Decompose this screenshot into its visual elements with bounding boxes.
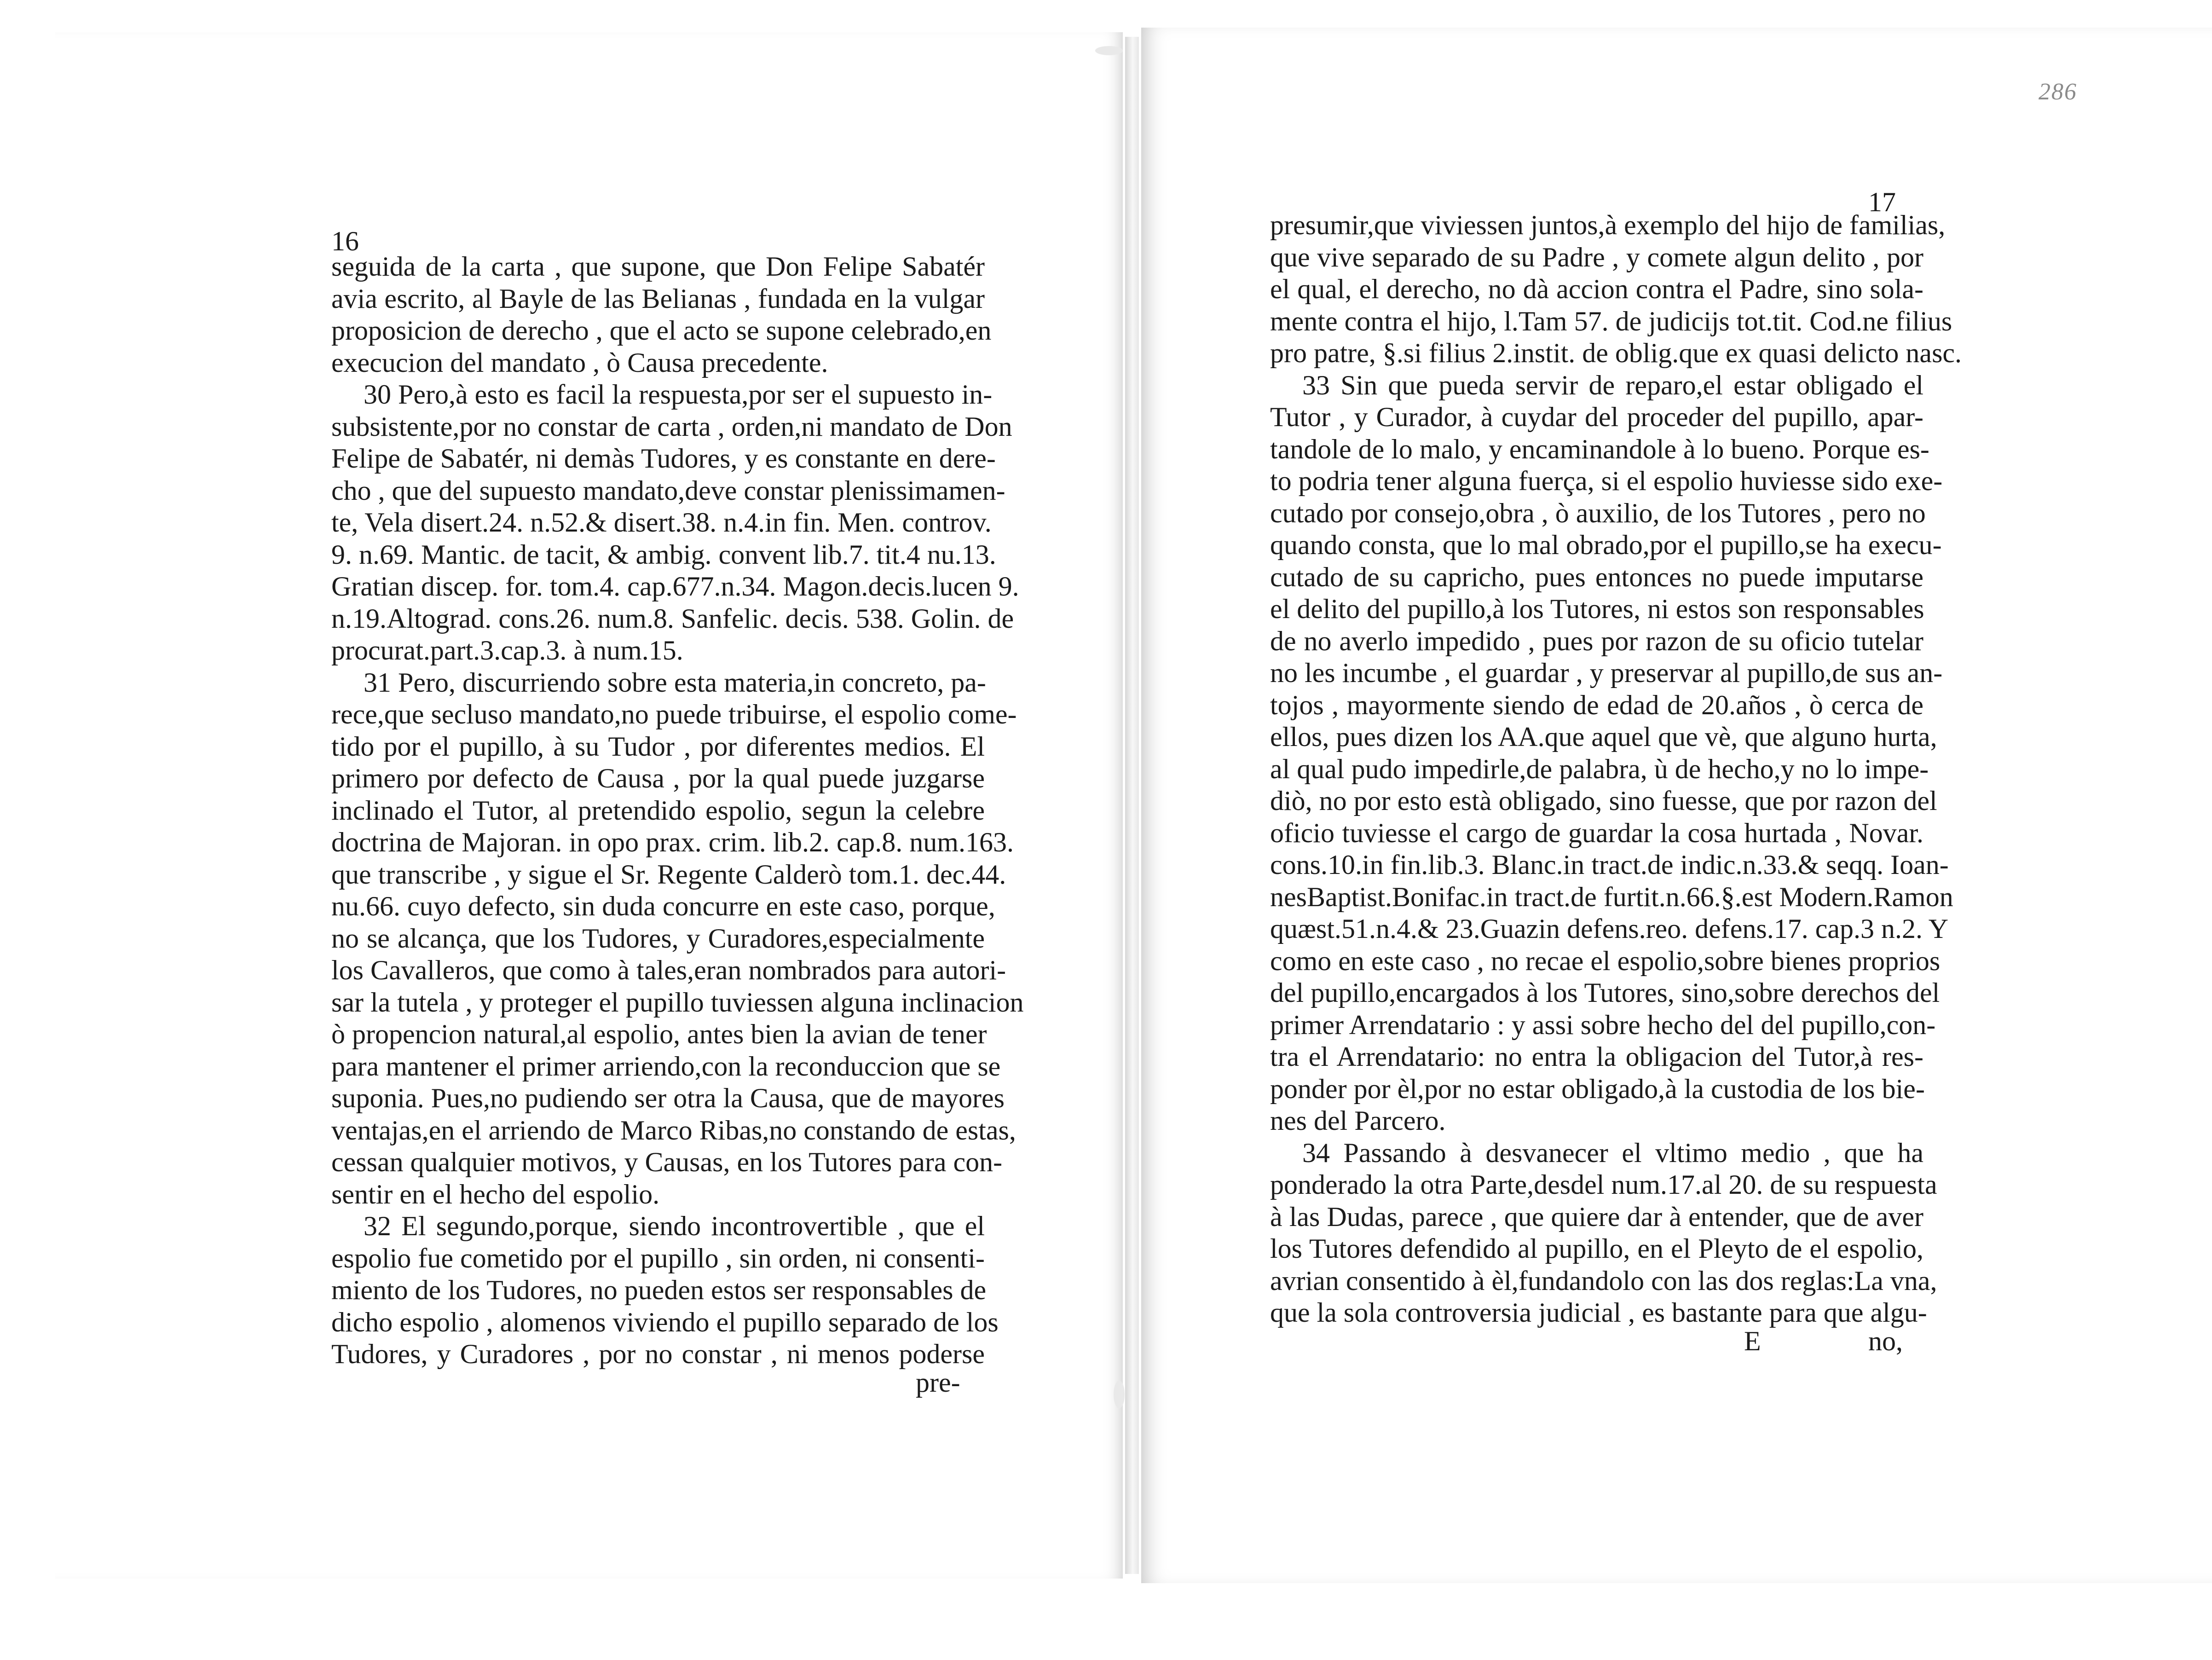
text-line: rece,que secluso mandato,no puede tribuirse, el espolio come- bbox=[331, 699, 1017, 729]
text-line: inclinado el Tutor, al pretendido espolio, segun la celebre bbox=[331, 795, 985, 826]
text-line: ellos, pues dizen los AA.que aquel que vè, que alguno hurta, bbox=[1270, 722, 1937, 752]
text-line: to podria tener alguna fuerça, si el espolio huviesse sido exe- bbox=[1270, 466, 1943, 496]
text-line: avia escrito, al Bayle de las Belianas , fundada en la vulgar bbox=[331, 283, 985, 314]
text-line: sentir en el hecho del espolio. bbox=[331, 1179, 660, 1209]
text-line: execucion del mandato , ò Causa precedente. bbox=[331, 347, 828, 378]
text-line: tido por el pupillo, à su Tudor , por diferentes medios. El bbox=[331, 731, 985, 762]
text-line: para mantener el primer arriendo,con la reconduccion que se bbox=[331, 1051, 1001, 1082]
paragraph-start-line: 33 Sin que pueda servir de reparo,el estar obligado el bbox=[1302, 370, 1923, 400]
text-line: cutado de su capricho, pues entonces no puede imputarse bbox=[1270, 561, 1923, 592]
paragraph-start-line: 32 El segundo,porque, siendo incontrovertible , que el bbox=[364, 1211, 985, 1241]
text-line: miento de los Tudores, no pueden estos ser responsables de bbox=[331, 1275, 987, 1305]
text-line: Felipe de Sabatér, ni demàs Tudores, y es constante en dere- bbox=[331, 443, 996, 474]
right-catchword: no, bbox=[1868, 1326, 1903, 1356]
text-line: n.19.Altograd. cons.26. num.8. Sanfelic. decis. 538. Golin. de bbox=[331, 603, 1014, 634]
text-line: sar la tutela , y proteger el pupillo tuviessen alguna inclinacion bbox=[331, 987, 1024, 1018]
text-line: ventajas,en el arriendo de Marco Ribas,no constando de estas, bbox=[331, 1115, 1016, 1145]
text-line: tojos , mayormente siendo de edad de 20.años , ò cerca de bbox=[1270, 689, 1923, 720]
text-line: ò propencion natural,al espolio, antes bien la avian de tener bbox=[331, 1019, 987, 1049]
text-line: cutado por consejo,obra , ò auxilio, de los Tutores , pero no bbox=[1270, 497, 1926, 528]
text-line: no les incumbe , el guardar , y preservar al pupillo,de sus an- bbox=[1270, 658, 1943, 688]
text-line: los Tutores defendido al pupillo, en el Pleyto de el espolio, bbox=[1270, 1233, 1923, 1264]
text-line: al qual pudo impedirle,de palabra, ù de hecho,y no lo impe- bbox=[1270, 753, 1929, 784]
signature-mark: E bbox=[1744, 1326, 1761, 1356]
text-line: ponderado la otra Parte,desdel num.17.al 20. de su respuesta bbox=[1270, 1169, 1937, 1200]
text-line: nu.66. cuyo defecto, sin duda concurre en este caso, porque, bbox=[331, 891, 995, 921]
text-line: doctrina de Majoran. in opo prax. crim. lib.2. cap.8. num.163. bbox=[331, 827, 1014, 857]
text-line: seguida de la carta , que supone, que Don Felipe Sabatér bbox=[331, 251, 985, 282]
text-line: avrian consentido à èl,fundandolo con las dos reglas:La vna, bbox=[1270, 1265, 1937, 1296]
left-text-block bbox=[331, 251, 1024, 1371]
text-line: Tutor , y Curador, à cuydar del proceder del pupillo, apar- bbox=[1270, 402, 1923, 432]
text-line: proposicion de derecho , que el acto se supone celebrado,en bbox=[331, 315, 992, 346]
right-text-block bbox=[1270, 209, 1962, 1329]
text-line: tandole de lo malo, y encaminandole à lo bueno. Porque es- bbox=[1270, 434, 1929, 464]
text-line: como en este caso , no recae el espolio,sobre bienes proprios bbox=[1270, 945, 1941, 976]
text-line: te, Vela disert.24. n.52.& disert.38. n.4.in fin. Men. controv. bbox=[331, 507, 992, 538]
text-line: ponder por èl,por no estar obligado,à la custodia de los bie- bbox=[1270, 1073, 1925, 1104]
text-line: subsistente,por no constar de carta , orden,ni mandato de Don bbox=[331, 411, 1012, 442]
text-line: no se alcança, que los Tudores, y Curadores,especialmente bbox=[331, 923, 985, 954]
paragraph-start-line: 30 Pero,à esto es facil la respuesta,por ser el supuesto in- bbox=[364, 379, 993, 410]
text-line: el qual, el derecho, no dà accion contra el Padre, sino sola- bbox=[1270, 274, 1923, 304]
text-line: diò, no por esto està obligado, sino fuesse, que por razon del bbox=[1270, 786, 1937, 816]
text-line: nesBaptist.Bonifac.in tract.de furtit.n.66.§.est Modern.Ramon bbox=[1270, 881, 1953, 912]
book-gutter bbox=[1125, 37, 1139, 1574]
text-line: pro patre, §.si filius 2.instit. de oblig.que ex quasi delicto nasc. bbox=[1270, 338, 1962, 368]
paper-stain bbox=[1114, 1381, 1125, 1408]
text-line: que vive separado de su Padre , y comete algun delito , por bbox=[1270, 242, 1923, 272]
text-line: suponia. Pues,no pudiendo ser otra la Causa, que de mayores bbox=[331, 1083, 1005, 1113]
text-line: Gratian discep. for. tom.4. cap.677.n.34. Magon.decis.lucen 9. bbox=[331, 571, 1019, 602]
text-line: cessan qualquier motivos, y Causas, en los Tutores para con- bbox=[331, 1147, 1003, 1177]
paper-stain bbox=[1095, 46, 1123, 55]
text-line: oficio tuviesse el cargo de guardar la cosa hurtada , Novar. bbox=[1270, 817, 1923, 848]
text-line: quando consta, que lo mal obrado,por el pupillo,se ha execu- bbox=[1270, 530, 1942, 560]
text-line: que transcribe , y sigue el Sr. Regente Calderò tom.1. dec.44. bbox=[331, 859, 1006, 890]
text-line: espolio fue cometido por el pupillo , sin orden, ni consenti- bbox=[331, 1243, 985, 1273]
right-page-number: 17 bbox=[1868, 187, 1896, 217]
text-line: tra el Arrendatario: no entra la obligacion del Tutor,à res- bbox=[1270, 1041, 1923, 1072]
left-catchword: pre- bbox=[916, 1367, 960, 1398]
text-line: primero por defecto de Causa , por la qual puede juzgarse bbox=[331, 763, 985, 793]
text-line: procurat.part.3.cap.3. à num.15. bbox=[331, 635, 683, 665]
text-line: Tudores, y Curadores , por no constar , ni menos poderse bbox=[331, 1339, 985, 1369]
left-page-number: 16 bbox=[331, 226, 359, 256]
text-line: el delito del pupillo,à los Tutores, ni estos son responsables bbox=[1270, 594, 1924, 624]
text-line: cho , que del supuesto mandato,deve constar plenissimamen- bbox=[331, 475, 1005, 506]
text-line: del pupillo,encargados à los Tutores, sino,sobre derechos del bbox=[1270, 977, 1940, 1008]
text-line: à las Dudas, parece , que quiere dar à entender, que de aver bbox=[1270, 1201, 1923, 1232]
text-line: los Cavalleros, que como à tales,eran nombrados para autori- bbox=[331, 955, 1006, 985]
text-line: quæst.51.n.4.& 23.Guazin defens.reo. defens.17. cap.3 n.2. Y bbox=[1270, 914, 1949, 944]
text-line: presumir,que viviessen juntos,à exemplo del hijo de familias, bbox=[1270, 210, 1946, 240]
text-line: primer Arrendatario : y assi sobre hecho del del pupillo,con- bbox=[1270, 1009, 1936, 1040]
text-line: nes del Parcero. bbox=[1270, 1105, 1446, 1136]
text-line: de no averlo impedido , pues por razon de su oficio tutelar bbox=[1270, 625, 1923, 656]
paragraph-start-line: 34 Passando à desvanecer el vltimo medio , que ha bbox=[1302, 1137, 1923, 1168]
text-line: 9. n.69. Mantic. de tacit, & ambig. convent lib.7. tit.4 nu.13. bbox=[331, 539, 996, 570]
text-line: que la sola controversia judicial , es bastante para que algu- bbox=[1270, 1297, 1927, 1328]
text-line: mente contra el hijo, l.Tam 57. de judicijs tot.tit. Cod.ne filius bbox=[1270, 306, 1952, 336]
paragraph-start-line: 31 Pero, discurriendo sobre esta materia,in concreto, pa- bbox=[364, 667, 986, 698]
text-line: dicho espolio , alomenos viviendo el pupillo separado de los bbox=[331, 1307, 999, 1337]
archive-folio-number: 286 bbox=[2039, 79, 2077, 105]
text-line: cons.10.in fin.lib.3. Blanc.in tract.de indic.n.33.& seqq. Ioan- bbox=[1270, 850, 1949, 880]
